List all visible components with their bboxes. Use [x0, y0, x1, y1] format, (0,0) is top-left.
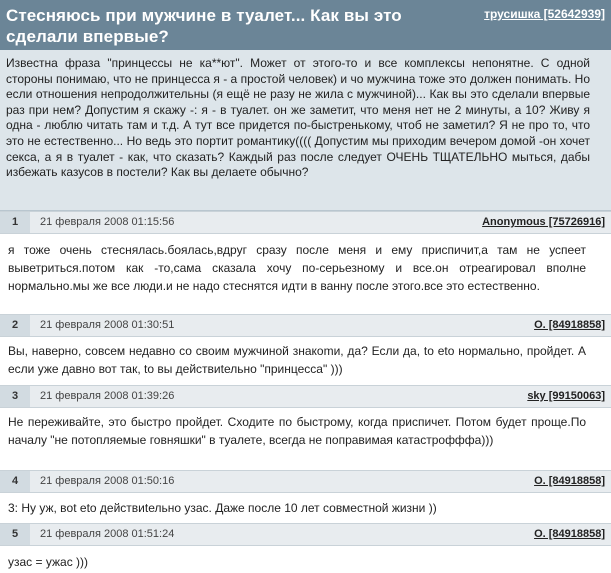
post-text: узас = ужас ))) [8, 555, 89, 569]
post-number: 4 [0, 471, 30, 492]
post-author-link[interactable]: O. [84918858] [534, 475, 605, 487]
post-header [0, 385, 611, 408]
post-number: 5 [0, 524, 30, 545]
post-date: 21 февраля 2008 01:39:26 [40, 390, 175, 402]
post-text: я тоже очень стеснялась.боялась,вдруг сразу после меня и ему приспичит,а там не успеет выветриться.потом как -то,сама сказала хочу по-серьезному и все.он отреагировал вполне нормально.мы же все люди.и не надо стеснятся идти в ванну после этого.все это естественно. [8, 243, 586, 293]
topic-author-link[interactable]: трусишка [52642939] [484, 7, 605, 21]
post-text: 3: Ну уж, вot eto действиtельно узас. Даже после 10 лет совместной жизни )) [8, 501, 437, 515]
post-header [0, 470, 611, 493]
topic-text: Известна фраза "принцессы не ка**ют". Может от этого-то и все комплексы непонятне. С одной стороны понимаю, что не принцесса я - а простой человек) и чо мужчина тоже это должен понимать. Но если отношения непродолжительны (я ещё не разу не жила с мужчиной)... Как вы это сделали впервые раз при нем? Допустим я скажу -: я - в туалет. он же заметит, что меня нет не 2 минуты, а 10? Живу я одна - люблю читать там и т.д. А тут все придется по-быстренькому, чтоб не заметил? Я не про то, что это не естественно... Но ведь это портит романтику(((( Допустим мы приходим вечером домой -он хочет секса, а я в туалет - как, что сказать? Каждый раз после следует ОЧЕНЬ ТЩАТЕЛЬНО мыться, дабы избежать казусов в постели? Как вы делаете обычно? [6, 56, 590, 180]
post-number: 2 [0, 315, 30, 336]
post-date: 21 февраля 2008 01:51:24 [40, 528, 175, 540]
post-date: 21 февраля 2008 01:50:16 [40, 475, 175, 487]
post-author-link[interactable]: O. [84918858] [534, 528, 605, 540]
post-text: Не переживайте, это быстро пройдет. Сходите по быстрому, когда приспичет. Потом будет проще.По началу "не потопляемые говняшки" в туалете, всегда не поправимая катастрофффа))) [8, 415, 586, 447]
post-author-link[interactable]: O. [84918858] [534, 319, 605, 331]
topic-title: Стесняюсь при мужчине в туалет... Как вы это сделали впервые? [6, 6, 402, 46]
post-text: Вы, наверно, совсем недавно со своим мужчиной знакоmи, да? Если да, to eto нормально, пройдет. А если уже давно вот так, to вы действиtельно "принцесса" ))) [8, 344, 586, 376]
topic-body [0, 50, 611, 211]
post-number: 1 [0, 212, 30, 233]
post-date: 21 февраля 2008 01:15:56 [40, 216, 175, 228]
post-date: 21 февраля 2008 01:30:51 [40, 319, 175, 331]
post-author-link[interactable]: sky [99150063] [527, 390, 605, 402]
post-header [0, 523, 611, 546]
post-header [0, 314, 611, 337]
topic-header [0, 0, 611, 50]
post-author-link[interactable]: Anonymous [75726916] [482, 216, 605, 228]
post-number: 3 [0, 386, 30, 407]
post-header [0, 211, 611, 234]
